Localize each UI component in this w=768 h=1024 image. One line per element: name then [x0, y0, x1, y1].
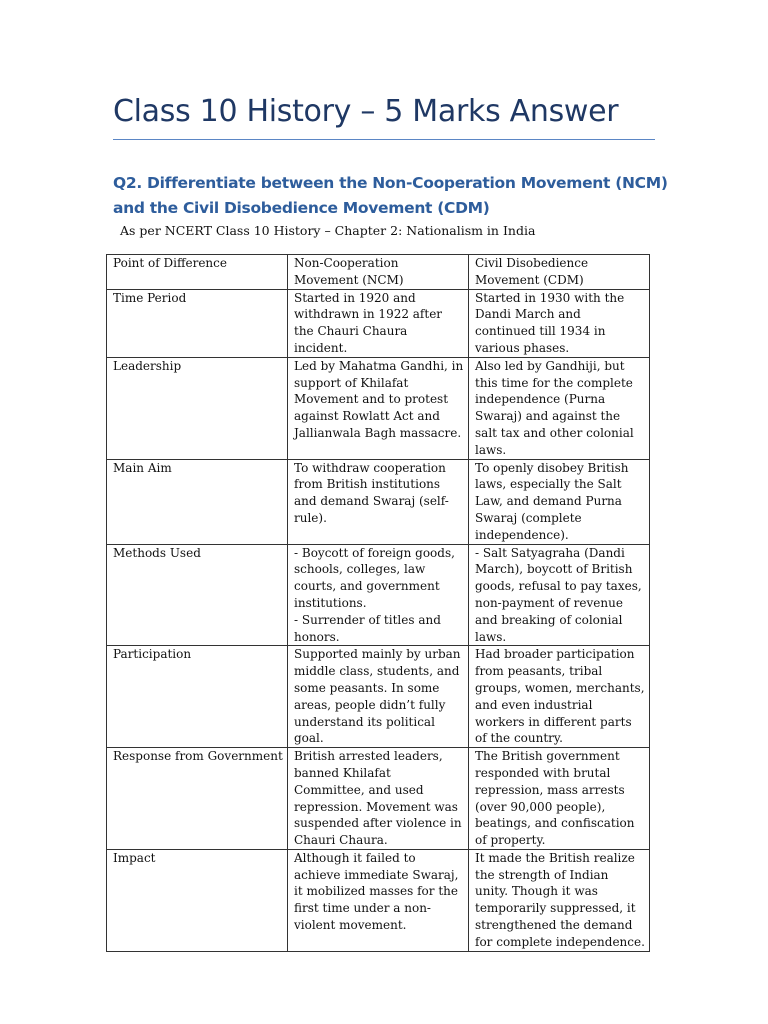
title-divider: [113, 139, 655, 140]
row-cdm-cell: The British government responded with brutal repression, mass arrests (over 90,000 people), beatings, and confiscation of property.: [469, 748, 650, 850]
table-row: [107, 646, 650, 748]
row-ncm-cell: [288, 544, 469, 646]
table-row: [107, 544, 650, 646]
header-cell-point: Point of Difference: [107, 255, 288, 290]
row-point-cell: Time Period: [107, 289, 288, 357]
row-point-cell: Response from Government: [107, 748, 288, 850]
row-point-cell: Leadership: [107, 357, 288, 459]
ncm-method-item: - Surrender of titles and honors.: [294, 612, 441, 644]
question-heading: Q2. Differentiate between the Non-Cooperation Movement (NCM) and the Civil Disobedience Movement (CDM): [113, 174, 668, 217]
subtitle: As per NCERT Class 10 History – Chapter 2: Nationalism in India: [120, 223, 536, 238]
table-row: [107, 357, 650, 459]
row-ncm-cell: British arrested leaders, banned Khilafat Committee, and used repression. Movement was suspended after violence in Chauri Chaura.: [288, 748, 469, 850]
row-ncm-cell: Started in 1920 and withdrawn in 1922 after the Chauri Chaura incident.: [288, 289, 469, 357]
row-cdm-cell: Had broader participation from peasants, tribal groups, women, merchants, and even industrial workers in different parts of the country.: [469, 646, 650, 748]
row-ncm-cell: Supported mainly by urban middle class, students, and some peasants. In some areas, people didn’t fully understand its political goal.: [288, 646, 469, 748]
row-point-cell: Methods Used: [107, 544, 288, 646]
table-header-row: [107, 255, 650, 290]
row-cdm-cell: - Salt Satyagraha (Dandi March), boycott of British goods, refusal to pay taxes, non-payment of revenue and breaking of colonial laws.: [469, 544, 650, 646]
ncm-method-item: - Boycott of foreign goods, schools, colleges, law courts, and government institutions.: [294, 545, 455, 610]
row-cdm-cell: Started in 1930 with the Dandi March and continued till 1934 in various phases.: [469, 289, 650, 357]
row-ncm-cell: To withdraw cooperation from British institutions and demand Swaraj (self-rule).: [288, 459, 469, 544]
table-row: [107, 289, 650, 357]
row-cdm-cell: To openly disobey British laws, especially the Salt Law, and demand Purna Swaraj (complete independence).: [469, 459, 650, 544]
comparison-table: [106, 254, 650, 952]
row-point-cell: Impact: [107, 849, 288, 951]
header-cell-cdm: Civil Disobedience Movement (CDM): [469, 255, 650, 290]
row-point-cell: Main Aim: [107, 459, 288, 544]
table-row: [107, 849, 650, 951]
row-cdm-cell: It made the British realize the strength of Indian unity. Though it was temporarily suppressed, it strengthened the demand for complete independence.: [469, 849, 650, 951]
row-cdm-cell: Also led by Gandhiji, but this time for the complete independence (Purna Swaraj) and against the salt tax and other colonial laws.: [469, 357, 650, 459]
table-row: [107, 459, 650, 544]
row-ncm-cell: Although it failed to achieve immediate Swaraj, it mobilized masses for the first time under a non-violent movement.: [288, 849, 469, 951]
table-row: [107, 748, 650, 850]
row-ncm-cell: Led by Mahatma Gandhi, in support of Khilafat Movement and to protest against Rowlatt Act and Jallianwala Bagh massacre.: [288, 357, 469, 459]
row-point-cell: Participation: [107, 646, 288, 748]
page-title: Class 10 History – 5 Marks Answer: [113, 94, 619, 129]
header-cell-ncm: Non-Cooperation Movement (NCM): [288, 255, 469, 290]
